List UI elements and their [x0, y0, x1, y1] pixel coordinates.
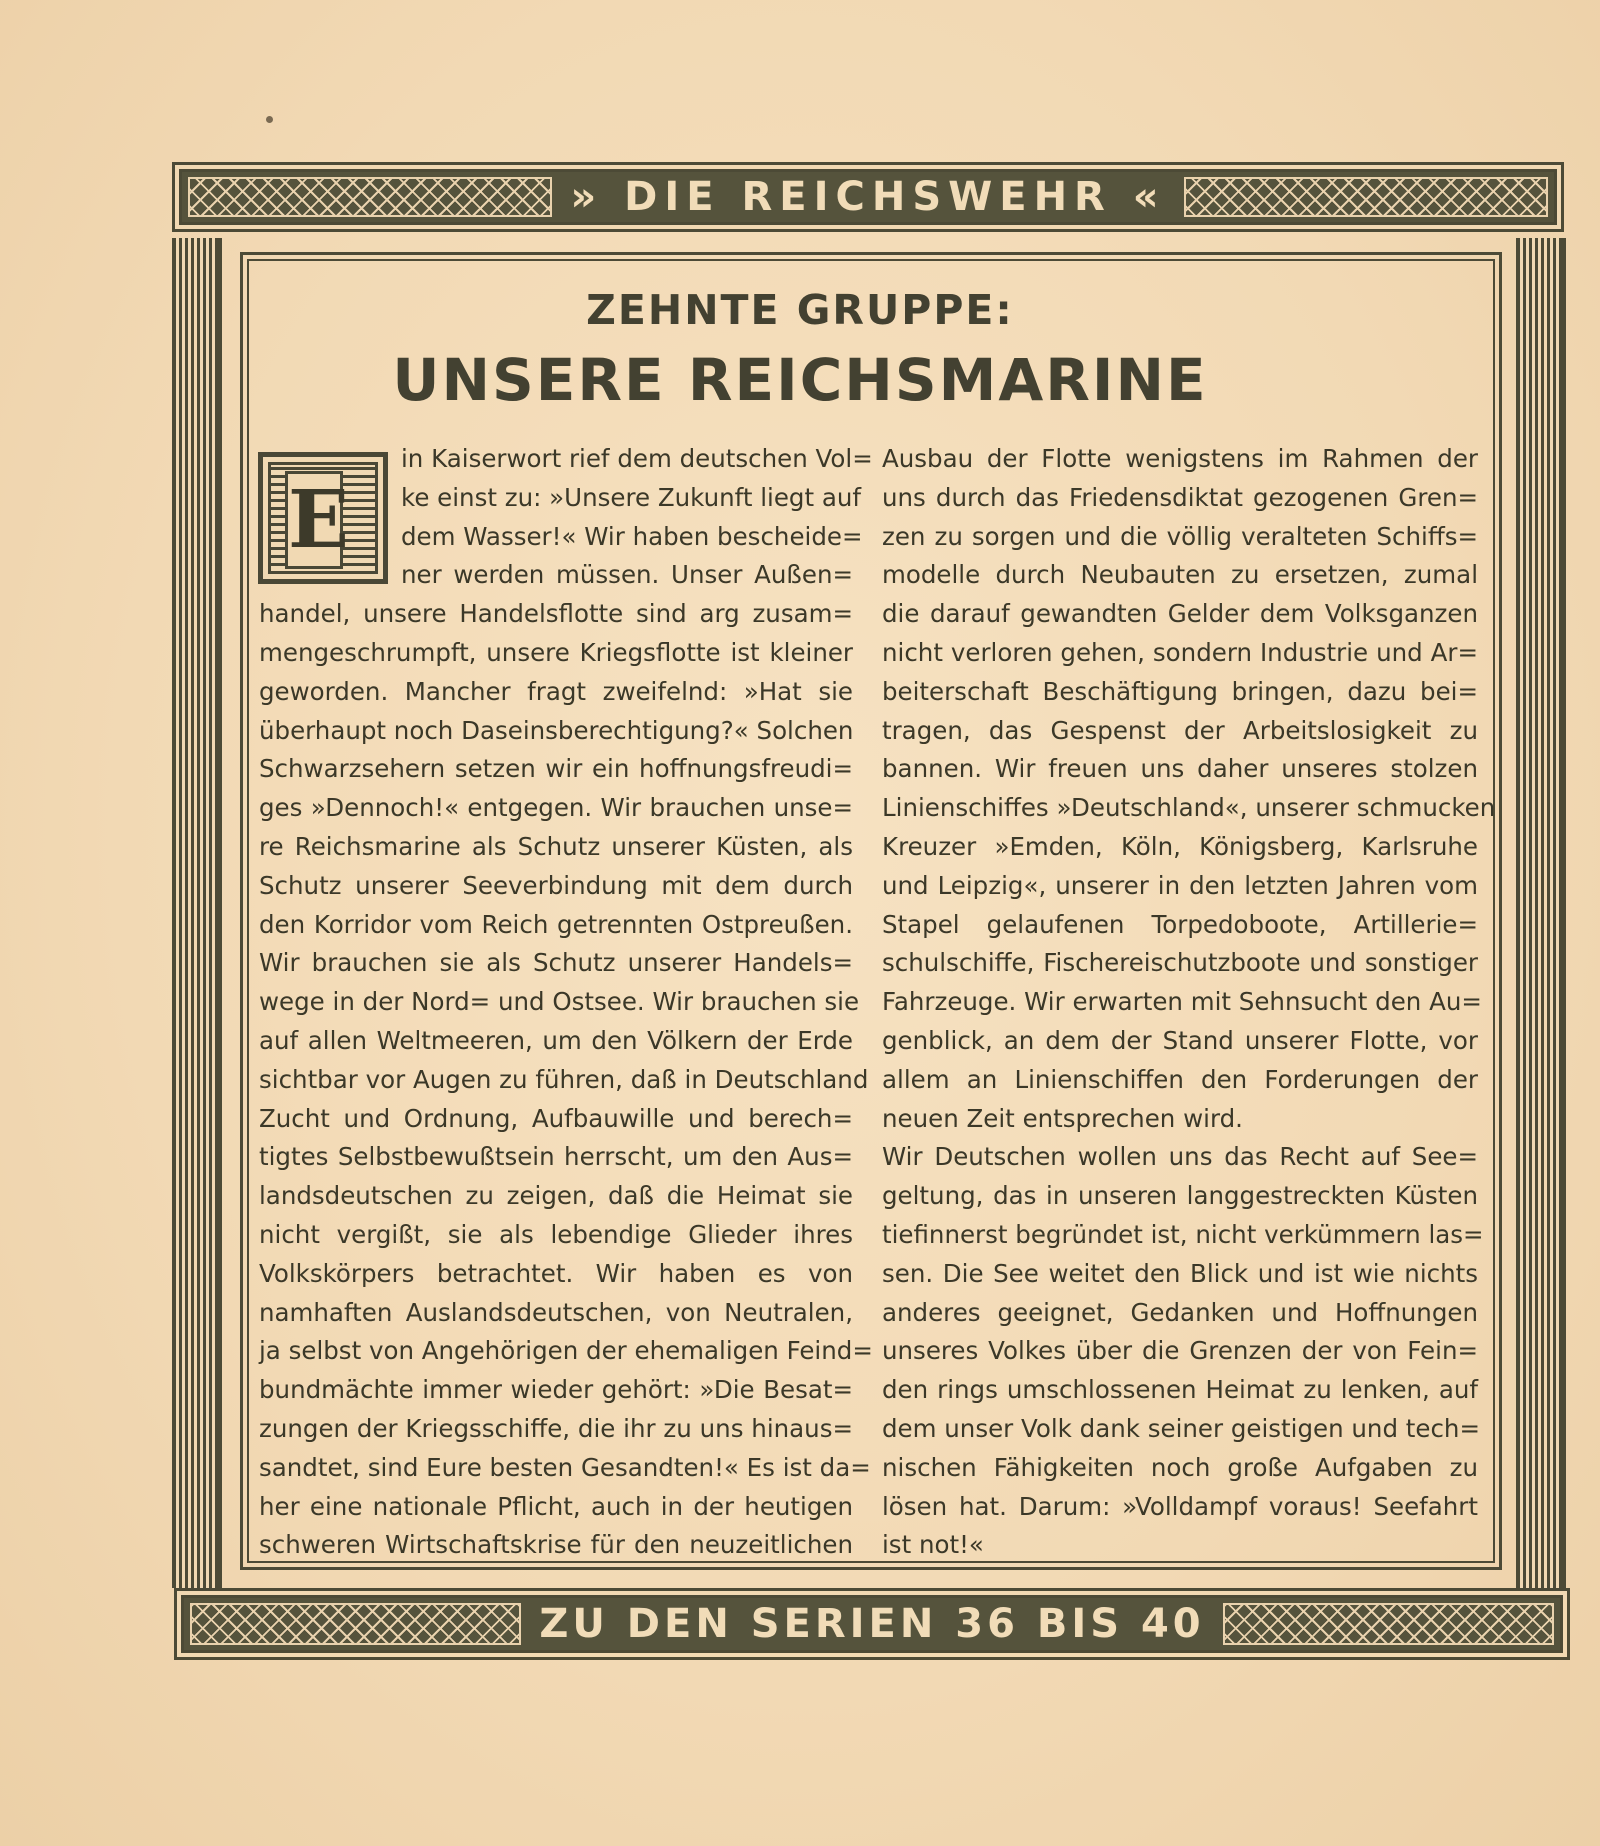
text-line: zen zu sorgen und die völlig veralteten Schiffs= [882, 521, 1478, 551]
text-line: den rings umschlossenen Heimat zu lenken, auf [882, 1375, 1478, 1405]
text-line: überhaupt noch Daseinsberechtigung?« Solchen [259, 715, 854, 745]
text-line: Volkskörpers betrachtet. Wir haben es von [259, 1258, 853, 1288]
text-line: sichtbar vor Augen zu führen, daß in Deutschland [259, 1064, 869, 1094]
text-line: tiefinnerst begründet ist, nicht verkümmern las= [882, 1219, 1484, 1249]
text-line: Zucht und Ordnung, Aufbauwille und berech= [259, 1103, 853, 1133]
text-line: in Kaiserwort rief dem deutschen Vol= [401, 444, 873, 473]
text-line: schulschiffe, Fischereischutzboote und sonstiger [882, 948, 1478, 978]
text-line: wege in der Nord= und Ostsee. Wir brauchen sie [259, 987, 860, 1017]
text-line: dem Wasser!« Wir haben bescheide= [401, 521, 863, 551]
top-banner [172, 162, 1564, 232]
top-banner-title: » DIE REICHSWEHR « [570, 174, 1166, 220]
text-line: den Korridor vom Reich getrennten Ostpreußen. [259, 909, 853, 939]
text-line: ner werden müssen. Unser Außen= [401, 560, 853, 590]
text-line: zungen der Kriegsschiffe, die ihr zu uns hinaus= [259, 1413, 853, 1443]
text-line: nicht verloren gehen, sondern Industrie und Ar= [882, 637, 1478, 667]
text-line: geltung, das in unseren langgestreckten Küsten [882, 1181, 1478, 1211]
knotwork-ornament-left [190, 1603, 521, 1645]
text-line: bundmächte immer wieder gehört: »Die Besat= [259, 1375, 853, 1405]
text-line: re Reichsmarine als Schutz unserer Küsten, als [259, 831, 853, 861]
text-line: Ausbau der Flotte wenigstens im Rahmen der [882, 444, 1478, 473]
knotwork-ornament-right [1184, 177, 1548, 217]
text-line: sen. Die See weitet den Blick und ist wie nichts [882, 1258, 1478, 1288]
knotwork-ornament-left [188, 177, 552, 217]
page-title: UNSERE REICHSMARINE [392, 346, 1208, 414]
right-text-column [882, 440, 1496, 1565]
left-pillar-ornament [172, 238, 222, 1588]
text-line: lösen hat. Darum: »Volldampf voraus! Seefahrt [882, 1491, 1478, 1521]
text-line: geworden. Mancher fragt zweifelnd: »Hat sie [259, 676, 853, 706]
text-line: Kreuzer »Emden, Köln, Königsberg, Karlsruhe [882, 831, 1478, 861]
bottom-banner [174, 1588, 1570, 1660]
knotwork-ornament-right [1223, 1603, 1554, 1645]
text-line: und Leipzig«, unserer in den letzten Jahren vom [882, 870, 1478, 900]
bottom-banner-inner [181, 1595, 1563, 1653]
text-line: modelle durch Neubauten zu ersetzen, zumal [882, 560, 1478, 590]
text-line: neuen Zeit entsprechen wird. [882, 1103, 1243, 1133]
right-pillar-ornament [1516, 238, 1566, 1588]
bottom-banner-title: ZU DEN SERIEN 36 BIS 40 [539, 1601, 1205, 1647]
text-line: genblick, an dem der Stand unserer Flotte, vor [882, 1025, 1478, 1055]
text-line: landsdeutschen zu zeigen, daß die Heimat sie [259, 1181, 853, 1211]
text-line: Wir Deutschen wollen uns das Recht auf See= [882, 1142, 1478, 1172]
text-line: Schutz unserer Seeverbindung mit dem durch [259, 870, 853, 900]
text-line: her eine nationale Pflicht, auch in der heutigen [259, 1491, 853, 1521]
group-heading: ZEHNTE GRUPPE: [586, 286, 1014, 334]
text-line: namhaften Auslandsdeutschen, von Neutralen, [259, 1297, 853, 1327]
text-line: uns durch das Friedensdiktat gezogenen Gren= [882, 482, 1478, 512]
left-text-column [259, 440, 873, 1565]
text-line: auf allen Weltmeeren, um den Völkern der Erde [259, 1025, 853, 1055]
text-line: anderes geeignet, Gedanken und Hoffnungen [882, 1297, 1478, 1327]
text-line: Fahrzeuge. Wir erwarten mit Sehnsucht den Au= [882, 987, 1482, 1017]
text-line: Stapel gelaufenen Torpedoboote, Artillerie= [882, 909, 1478, 939]
text-line: ist not!« [882, 1530, 984, 1560]
text-line: ke einst zu: »Unsere Zukunft liegt auf [401, 482, 862, 512]
text-line: tigtes Selbstbewußtsein herrscht, um den Aus= [259, 1142, 853, 1172]
text-line: unseres Volkes über die Grenzen der von Fein= [882, 1336, 1478, 1366]
text-line: tragen, das Gespenst der Arbeitslosigkeit zu [882, 715, 1478, 745]
text-line: ges »Dennoch!« entgegen. Wir brauchen unse= [259, 793, 853, 823]
top-banner-inner [179, 169, 1557, 225]
text-line: bannen. Wir freuen uns daher unseres stolzen [882, 754, 1478, 784]
text-line: sandtet, sind Eure besten Gesandten!« Es ist da= [259, 1452, 871, 1482]
dropcap-letter: E [285, 471, 343, 569]
text-line: allem an Linienschiffen den Forderungen der [882, 1064, 1478, 1094]
text-line: nischen Fähigkeiten noch große Aufgaben zu [882, 1452, 1478, 1482]
text-line: schweren Wirtschaftskrise für den neuzeitlichen [259, 1530, 853, 1560]
paper-speck [266, 116, 273, 123]
text-line: beiterschaft Beschäftigung bringen, dazu bei= [882, 676, 1478, 706]
text-line: die darauf gewandten Gelder dem Volksganzen [882, 599, 1478, 629]
text-line: nicht vergißt, sie als lebendige Glieder ihres [259, 1219, 853, 1249]
text-line: dem unser Volk dank seiner geistigen und tech= [882, 1413, 1480, 1443]
text-line: Wir brauchen sie als Schutz unserer Handels= [259, 948, 853, 978]
text-line: ja selbst von Angehörigen der ehemaligen Feind= [259, 1336, 873, 1366]
text-line: Linienschiffes »Deutschland«, unserer schmucken [882, 793, 1496, 823]
text-line: mengeschrumpft, unsere Kriegsflotte ist kleiner [259, 637, 853, 667]
text-line: Schwarzsehern setzen wir ein hoffnungsfreudi= [259, 754, 853, 784]
text-line: handel, unsere Handelsflotte sind arg zusam= [259, 599, 853, 629]
